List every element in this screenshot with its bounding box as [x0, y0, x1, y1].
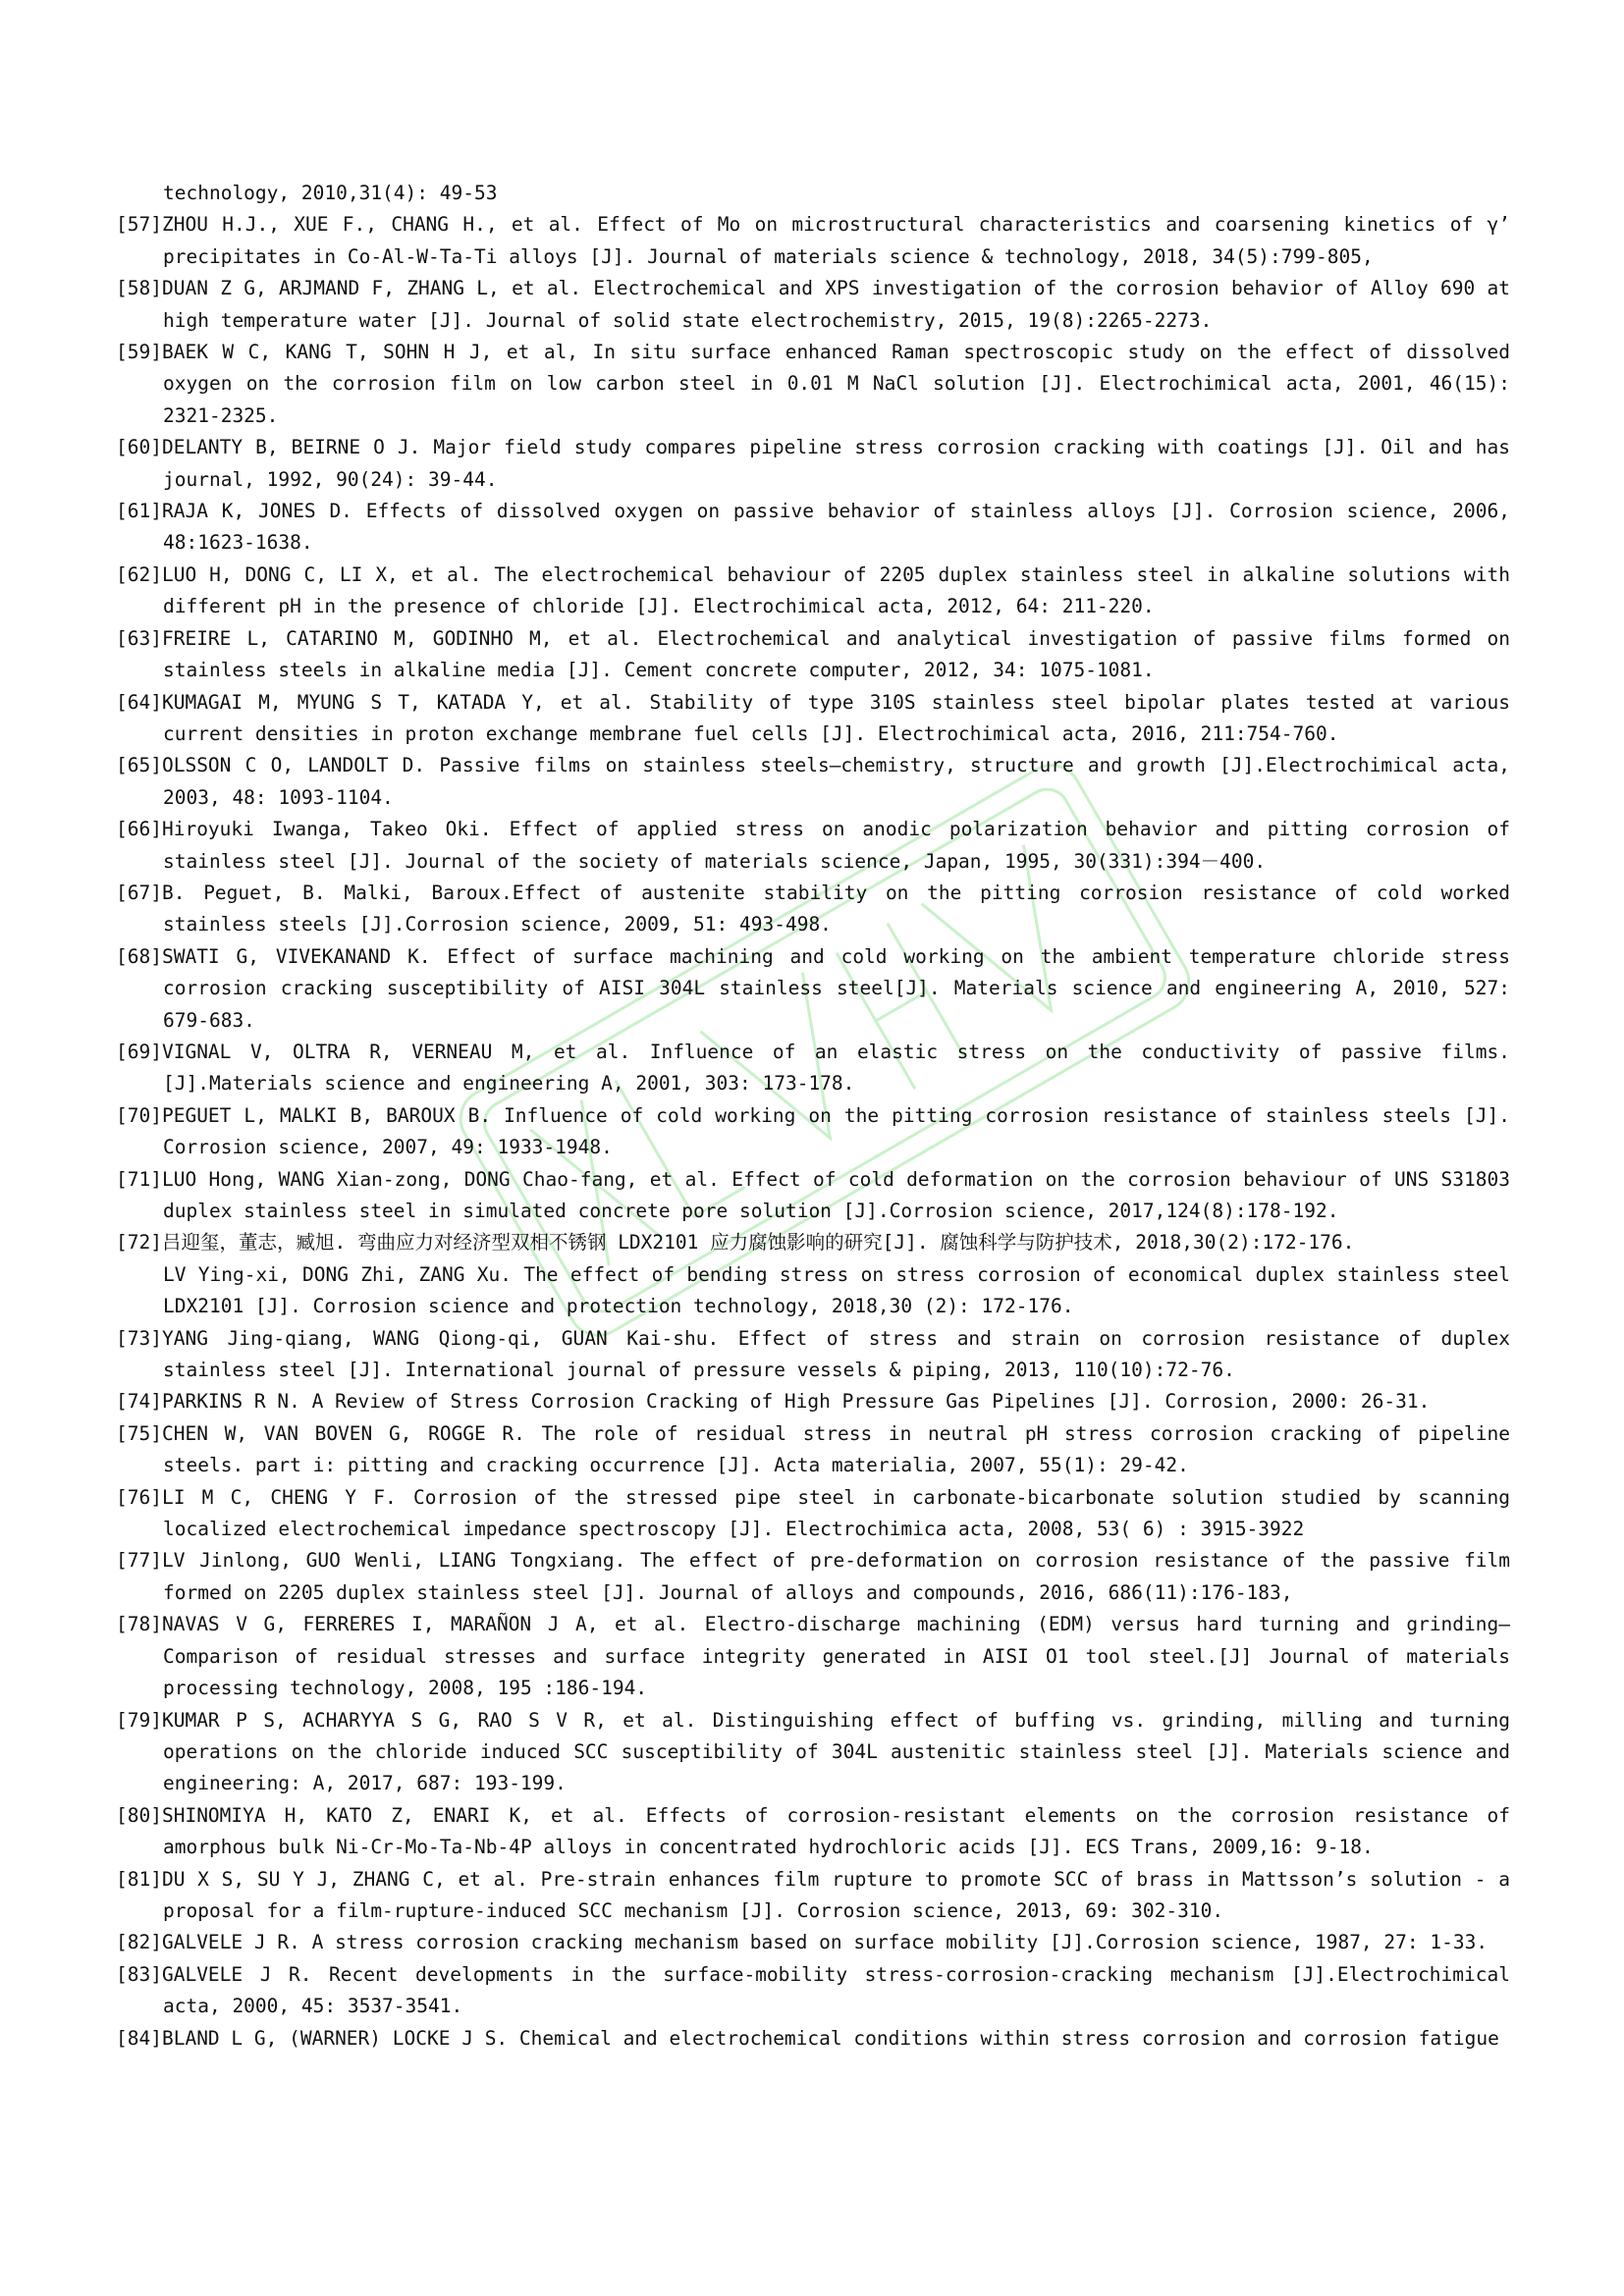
reference-entry: [116, 1959, 1510, 2023]
reference-text: LV Ying-xi, DONG Zhi, ZANG Xu. The effect of bending stress on stress corrosion of economical duplex stainless steel LDX2101 [J]. Corrosion science and protection technology, 2018,30 (2): 172-176.: [163, 1262, 1510, 1318]
reference-entry: [116, 178, 1510, 209]
reference-entry: [116, 814, 1510, 878]
reference-number: [84]: [116, 2026, 162, 2050]
reference-text: LUO Hong, WANG Xian-zong, DONG Chao-fang, et al. Effect of cold deformation on the corrosion behaviour of UNS S31803 duplex stainless steel in simulated concrete pore solution [J].Corrosion science, 2017,124(8):178-192.: [161, 1167, 1510, 1222]
reference-entry: [116, 941, 1510, 1037]
reference-text: LUO H, DONG C, LI X, et al. The electrochemical behaviour of 2205 duplex stainless steel in alkaline solutions with different pH in the presence of chloride [J]. Electrochimical acta, 2012, 64: 211-220.: [161, 562, 1510, 618]
reference-text: GALVELE J R. A stress corrosion cracking mechanism based on surface mobility [J].Corrosion science, 1987, 27: 1-33.: [161, 1931, 1489, 1954]
reference-entry: [116, 1386, 1510, 1417]
reference-entry: [116, 1164, 1510, 1228]
reference-number: [76]: [116, 1485, 162, 1509]
reference-text: NAVAS V G, FERRERES I, MARAÑON J A, et al. Electro-discharge machining (EDM) versus hard turning and grinding—Comparison of residual stresses and surface integrity generated in AISI O1 tool steel.[J] Journal of materials processing technology, 2008, 195 :186-194.: [161, 1613, 1510, 1700]
reference-number: [79]: [116, 1708, 162, 1732]
reference-entry: [116, 209, 1510, 273]
reference-number: [74]: [116, 1390, 162, 1414]
reference-entry: [116, 1259, 1510, 1323]
reference-entry: [116, 1609, 1510, 1704]
reference-entry: [116, 337, 1510, 432]
reference-text: PARKINS R N. A Review of Stress Corrosion Cracking of High Pressure Gas Pipelines [J]. Corrosion, 2000: 26-31.: [161, 1390, 1431, 1414]
reference-number: [58]: [116, 277, 162, 300]
reference-text: LV Jinlong, GUO Wenli, LIANG Tongxiang. The effect of pre-deformation on corrosion resistance of the passive film formed on 2205 duplex stainless steel [J]. Journal of alloys and compounds, 2016, 686(11):176-183,: [161, 1549, 1510, 1604]
reference-text: VIGNAL V, OLTRA R, VERNEAU M, et al. Influence of an elastic stress on the conductivity of passive films.[J].Materials science and engineering A, 2001, 303: 173-178.: [161, 1040, 1510, 1095]
reference-entry: [116, 1227, 1510, 1258]
reference-text: KUMAR P S, ACHARYYA S G, RAO S V R, et al. Distinguishing effect of buffing vs. grinding, milling and turning operations on the chloride induced SCC susceptibility of 304L austenitic stainless steel [J]. Materials science and engineering: A, 2017, 687: 193-199.: [161, 1708, 1510, 1795]
reference-entry: [116, 750, 1510, 814]
reference-number: [81]: [116, 1867, 162, 1891]
reference-number: [75]: [116, 1421, 162, 1445]
reference-number: [62]: [116, 562, 162, 586]
reference-entry: [116, 1100, 1510, 1164]
reference-number: [60]: [116, 436, 162, 459]
reference-entry: [116, 1705, 1510, 1800]
reference-entry: [116, 560, 1510, 623]
reference-entry: [116, 1864, 1510, 1928]
reference-entry: [116, 496, 1510, 560]
reference-text: YANG Jing-qiang, WANG Qiong-qi, GUAN Kai-shu. Effect of stress and strain on corrosion resistance of duplex stainless steel [J]. International journal of pressure vessels & piping, 2013, 110(10):72-76.: [161, 1326, 1510, 1382]
reference-entry: [116, 1323, 1510, 1387]
reference-entry: [116, 1800, 1510, 1864]
reference-entry: [116, 623, 1510, 687]
reference-number: [64]: [116, 690, 162, 714]
reference-text: ZHOU H.J., XUE F., CHANG H., et al. Effect of Mo on microstructural characteristics and coarsening kinetics of γ’ precipitates in Co-Al-W-Ta-Ti alloys [J]. Journal of materials science & technology, 2018, 34(5):799-805,: [161, 213, 1510, 268]
reference-number: [71]: [116, 1167, 162, 1191]
reference-text: RAJA K, JONES D. Effects of dissolved oxygen on passive behavior of stainless alloys [J]. Corrosion science, 2006, 48:1623-1638.: [161, 500, 1510, 555]
reference-list: [116, 178, 1510, 2055]
reference-text: BAEK W C, KANG T, SOHN H J, et al, In situ surface enhanced Raman spectroscopic study on the effect of dissolved oxygen on the corrosion film on low carbon steel in 0.01 M NaCl solution [J]. Electrochimical acta, 2001, 46(15): 2321-2325.: [161, 341, 1510, 427]
reference-number: [80]: [116, 1803, 162, 1827]
reference-text: BLAND L G, (WARNER) LOCKE J S. Chemical and electrochemical conditions within stress corrosion and corrosion fatigue: [161, 2026, 1499, 2050]
reference-number: [82]: [116, 1931, 162, 1954]
reference-text: DU X S, SU Y J, ZHANG C, et al. Pre-strain enhances film rupture to promote SCC of brass in Mattsson’s solution - a proposal for a film-rupture-induced SCC mechanism [J]. Corrosion science, 2013, 69: 302-310.: [161, 1867, 1510, 1922]
reference-entry: [116, 2023, 1510, 2055]
reference-number: [70]: [116, 1103, 162, 1127]
reference-entry: [116, 878, 1510, 941]
reference-text: KUMAGAI M, MYUNG S T, KATADA Y, et al. Stability of type 310S stainless steel bipolar plates tested at various current densities in proton exchange membrane fuel cells [J]. Electrochimical acta, 2016, 211:754-760.: [161, 690, 1510, 745]
reference-entry: [116, 1482, 1510, 1546]
reference-entry: [116, 432, 1510, 496]
reference-number: [63]: [116, 626, 162, 650]
reference-entry: [116, 1545, 1510, 1609]
reference-text: LI M C, CHENG Y F. Corrosion of the stressed pipe steel in carbonate-bicarbonate solution studied by scanning localized electrochemical impedance spectroscopy [J]. Electrochimica acta, 2008, 53( 6) : 3915-3922: [161, 1485, 1510, 1541]
reference-number: [83]: [116, 1962, 162, 1986]
reference-text: B. Peguet, B. Malki, Baroux.Effect of austenite stability on the pitting corrosion resistance of cold worked stainless steels [J].Corrosion science, 2009, 51: 493-498.: [161, 881, 1510, 936]
reference-text: Hiroyuki Iwanga, Takeo Oki. Effect of applied stress on anodic polarization behavior and pitting corrosion of stainless steel [J]. Journal of the society of materials science, Japan, 1995, 30(331):394－400.: [161, 818, 1510, 873]
reference-text: technology, 2010,31(4): 49-53: [163, 182, 498, 204]
reference-text: PEGUET L, MALKI B, BAROUX B. Influence of cold working on the pitting corrosion resistance of stainless steels [J]. Corrosion science, 2007, 49: 1933-1948.: [161, 1103, 1510, 1159]
reference-text: 吕迎玺，董志，臧旭. 弯曲应力对经济型双相不锈钢 LDX2101 应力腐蚀影响的研究[J]. 腐蚀科学与防护技术, 2018,30(2):172-176.: [161, 1231, 1355, 1255]
reference-number: [59]: [116, 341, 162, 364]
reference-text: OLSSON C O, LANDOLT D. Passive films on stainless steels—chemistry, structure and growth [J].Electrochimical acta, 2003, 48: 1093-1104.: [161, 754, 1510, 809]
reference-text: FREIRE L, CATARINO M, GODINHO M, et al. Electrochemical and analytical investigation of passive films formed on stainless steels in alkaline media [J]. Cement concrete computer, 2012, 34: 1075-1081.: [161, 626, 1510, 682]
reference-text: SWATI G, VIVEKANAND K. Effect of surface machining and cold working on the ambient temperature chloride stress corrosion cracking susceptibility of AISI 304L stainless steel[J]. Materials science and engineering A, 2010, 527: 679-683.: [161, 944, 1510, 1032]
reference-number: [61]: [116, 500, 162, 523]
reference-entry: [116, 1037, 1510, 1100]
reference-number: [77]: [116, 1549, 162, 1573]
reference-number: [57]: [116, 213, 162, 237]
reference-number: [66]: [116, 818, 162, 841]
reference-number: [67]: [116, 881, 162, 904]
reference-text: SHINOMIYA H, KATO Z, ENARI K, et al. Effects of corrosion-resistant elements on the corrosion resistance of amorphous bulk Ni-Cr-Mo-Ta-Nb-4P alloys in concentrated hydrochloric acids [J]. ECS Trans, 2009,16: 9-18.: [161, 1803, 1510, 1859]
reference-number: [72]: [116, 1231, 162, 1255]
reference-text: CHEN W, VAN BOVEN G, ROGGE R. The role of residual stress in neutral pH stress corrosion cracking of pipeline steels. part i: pitting and cracking occurrence [J]. Acta materialia, 2007, 55(1): 29-42.: [161, 1421, 1510, 1477]
reference-number: [69]: [116, 1040, 162, 1063]
reference-entry: [116, 1418, 1510, 1482]
reference-number: [73]: [116, 1326, 162, 1350]
reference-text: DELANTY B, BEIRNE O J. Major field study compares pipeline stress corrosion cracking with coatings [J]. Oil and has journal, 1992, 90(24): 39-44.: [161, 436, 1510, 491]
reference-text: DUAN Z G, ARJMAND F, ZHANG L, et al. Electrochemical and XPS investigation of the corrosion behavior of Alloy 690 at high temperature water [J]. Journal of solid state electrochemistry, 2015, 19(8):2265-2273.: [161, 277, 1510, 332]
reference-number: [65]: [116, 754, 162, 777]
reference-entry: [116, 1927, 1510, 1958]
reference-entry: [116, 273, 1510, 337]
reference-number: [78]: [116, 1613, 162, 1636]
reference-number: [68]: [116, 944, 162, 968]
reference-entry: [116, 687, 1510, 751]
reference-text: GALVELE J R. Recent developments in the surface-mobility stress-corrosion-cracking mechanism [J].Electrochimical acta, 2000, 45: 3537-3541.: [161, 1962, 1510, 2018]
